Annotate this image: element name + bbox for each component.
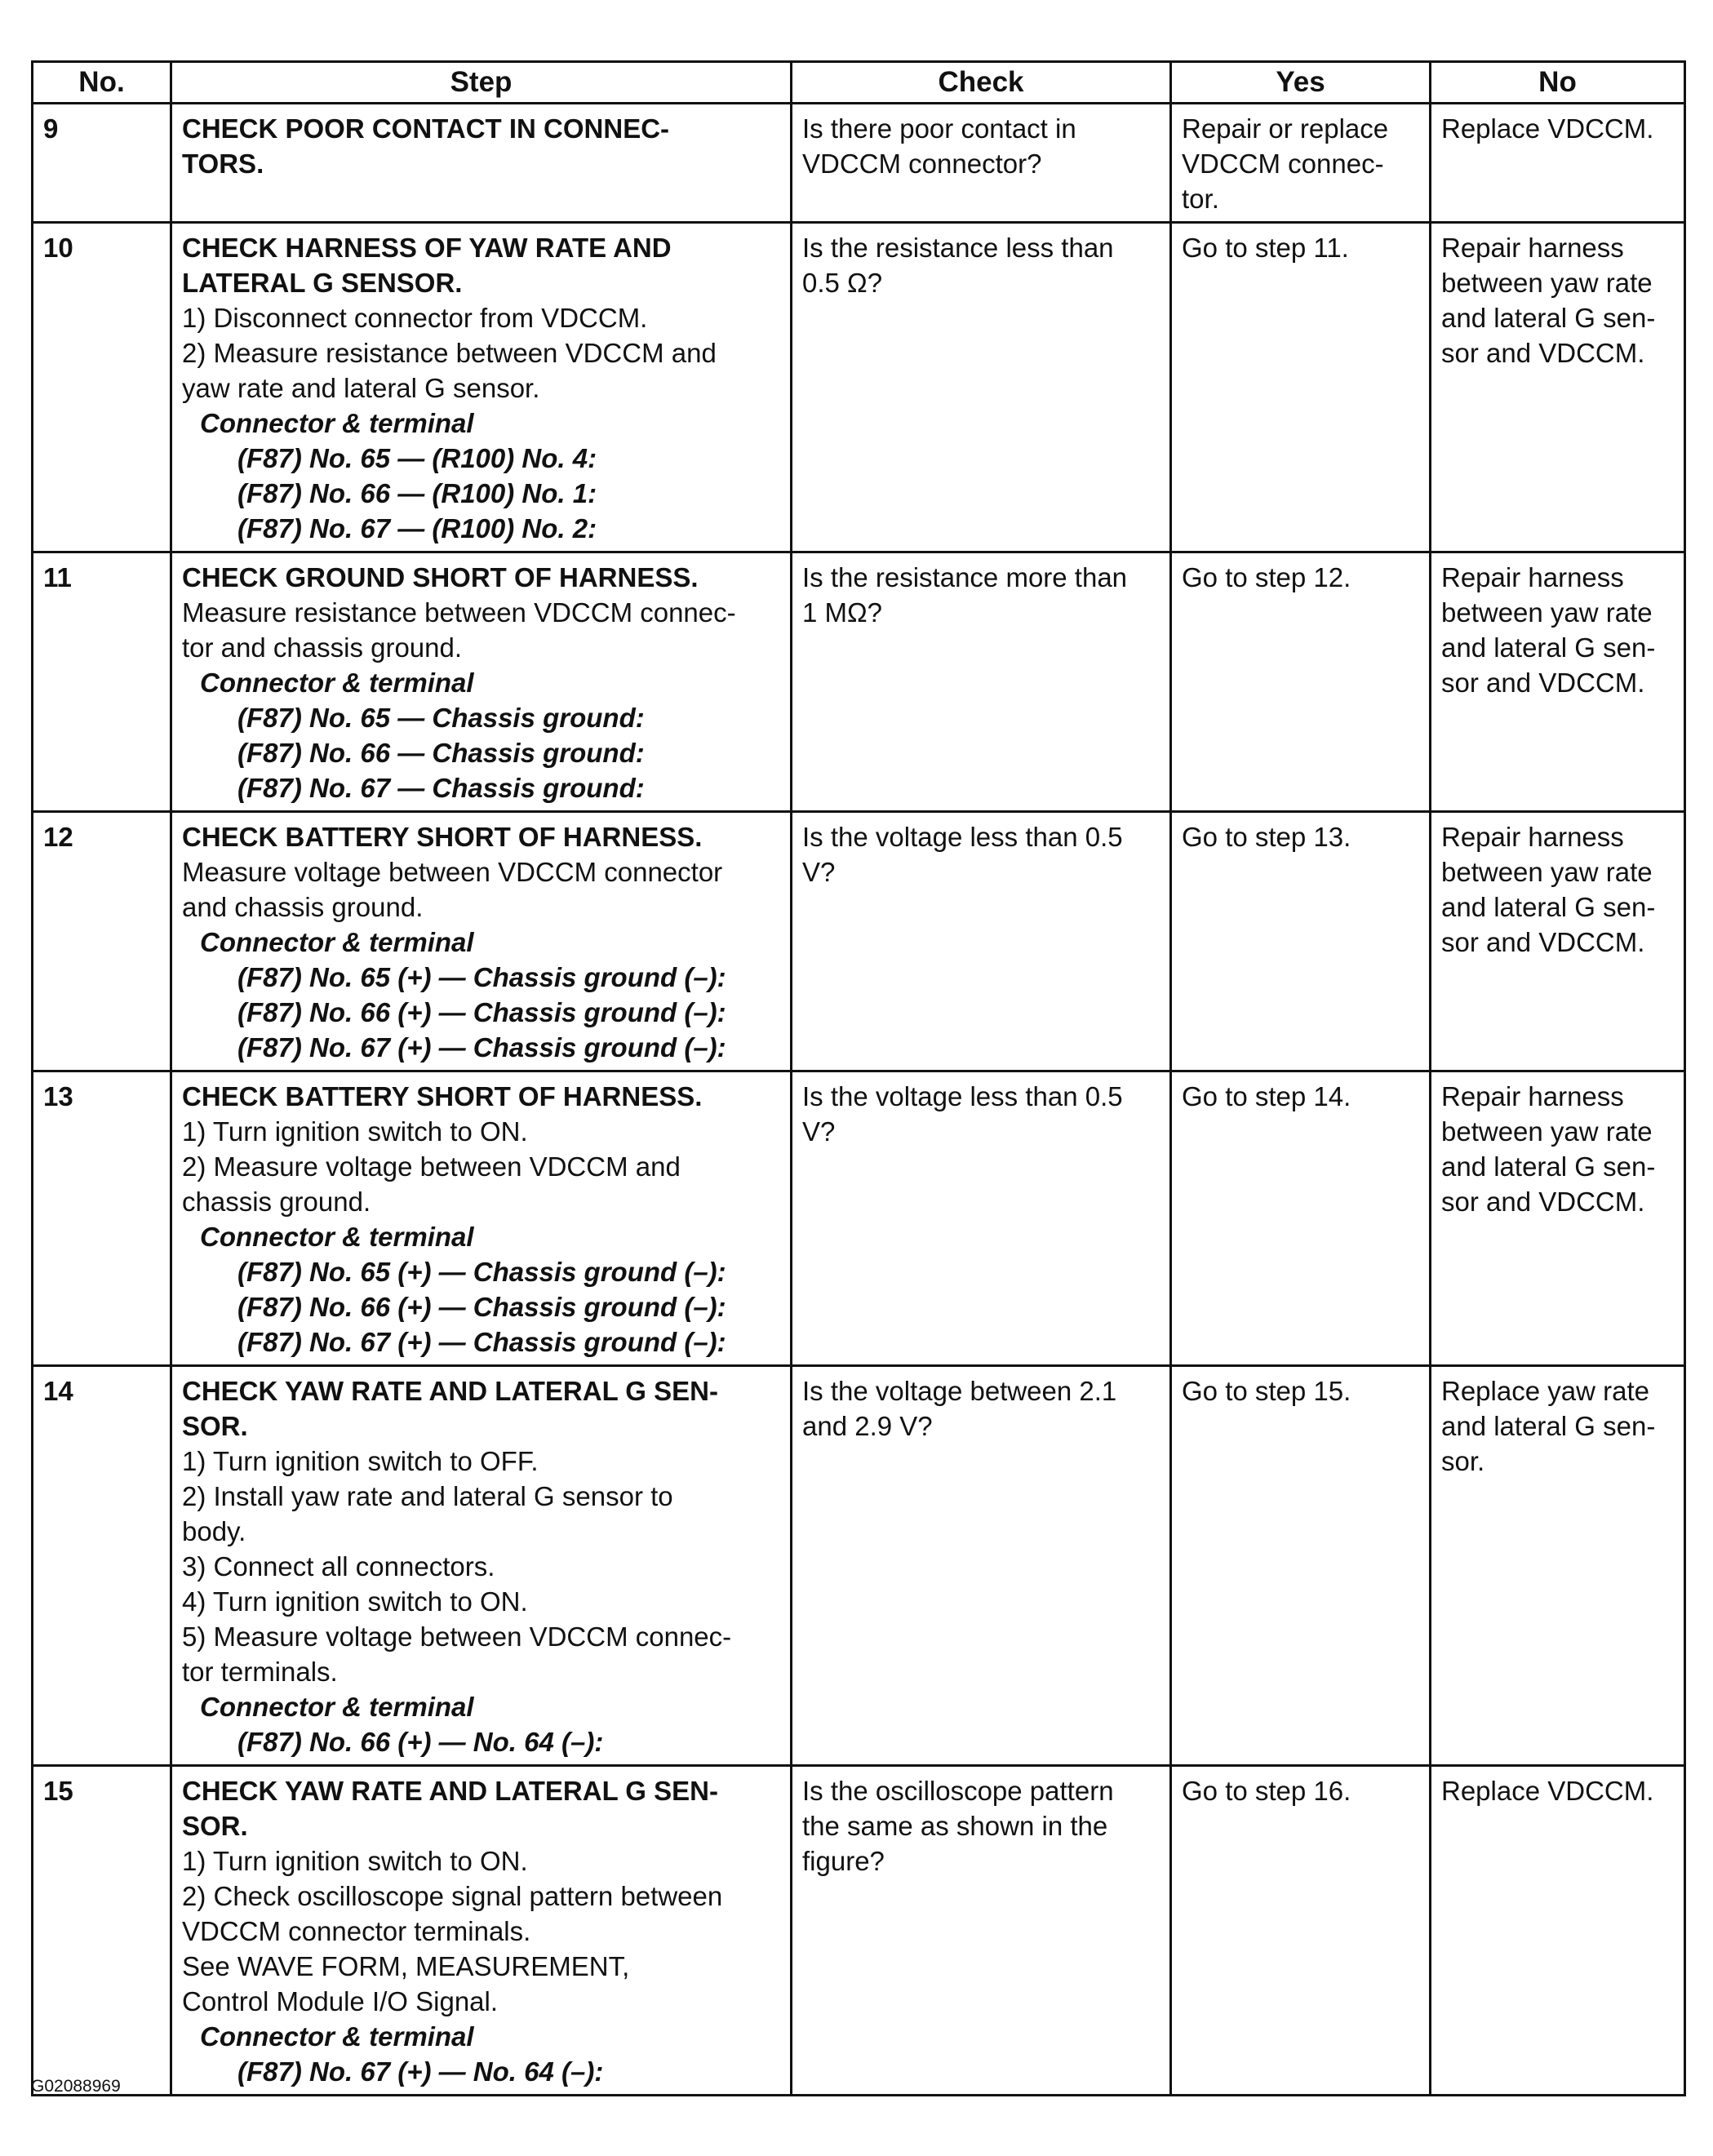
no-cell [1431,104,1685,223]
step-instruction: body. [182,1516,246,1546]
step-instruction: 1) Turn ignition switch to ON. [182,1846,528,1876]
no-action: Replace yaw rate and lateral G sen- sor. [1441,1376,1656,1476]
check-cell [792,223,1171,552]
diagnostic-table [31,60,1686,2096]
yes-action: Go to step 12. [1182,562,1351,592]
header-yes: Yes [1171,62,1431,104]
yes-cell [1171,552,1431,812]
step-number: 9 [33,104,171,223]
no-action: Repair harness between yaw rate and lateral G sen- sor and VDCCM. [1441,822,1656,957]
connector-terminal-label: Connector & terminal [200,1692,474,1722]
no-action: Repair harness between yaw rate and lateral G sen- sor and VDCCM. [1441,562,1656,698]
terminal-spec: (F87) No. 67 — (R100) No. 2: [237,513,597,543]
header-step: Step [171,62,792,104]
check-question: Is the voltage less than 0.5 V? [802,822,1123,887]
step-instruction: VDCCM connector terminals. [182,1916,531,1946]
no-action: Replace VDCCM. [1441,1776,1654,1806]
check-cell [792,1766,1171,2096]
step-cell [171,1366,792,1766]
no-cell [1431,1766,1685,2096]
check-cell [792,104,1171,223]
yes-action: Go to step 13. [1182,822,1351,852]
step-cell [171,1766,792,2096]
step-title: CHECK HARNESS OF YAW RATE AND LATERAL G SENSOR. [182,233,672,298]
check-question: Is the oscilloscope pattern the same as shown in the figure? [802,1776,1114,1876]
no-action: Replace VDCCM. [1441,113,1654,144]
step-instruction: 1) Turn ignition switch to OFF. [182,1446,539,1476]
terminal-spec: (F87) No. 66 — (R100) No. 1: [237,478,597,508]
table-row [33,812,1685,1071]
table-header-row [33,62,1685,104]
check-cell [792,1366,1171,1766]
step-cell [171,1071,792,1366]
yes-cell [1171,1071,1431,1366]
check-question: Is the resistance more than 1 MΩ? [802,562,1128,628]
step-cell [171,812,792,1071]
step-number: 15 [33,1766,171,2096]
figure-id: G02088969 [31,2077,121,2096]
step-instruction: 1) Disconnect connector from VDCCM. [182,303,648,333]
step-instruction: yaw rate and lateral G sensor. [182,373,540,403]
connector-terminal-label: Connector & terminal [200,2021,474,2052]
connector-terminal-label: Connector & terminal [200,668,474,698]
table-row [33,552,1685,812]
step-instruction: 2) Install yaw rate and lateral G sensor to [182,1481,673,1511]
check-cell [792,812,1171,1071]
no-cell [1431,1071,1685,1366]
no-cell [1431,812,1685,1071]
no-action: Repair harness between yaw rate and lateral G sen- sor and VDCCM. [1441,1081,1656,1217]
yes-action: Go to step 15. [1182,1376,1351,1406]
step-number: 14 [33,1366,171,1766]
terminal-spec: (F87) No. 67 (+) — Chassis ground (–): [237,1032,726,1062]
step-cell [171,104,792,223]
no-cell [1431,1366,1685,1766]
no-action: Repair harness between yaw rate and lateral G sen- sor and VDCCM. [1441,233,1656,368]
step-title: CHECK YAW RATE AND LATERAL G SEN- SOR. [182,1776,718,1841]
connector-terminal-label: Connector & terminal [200,1222,474,1252]
connector-terminal-label: Connector & terminal [200,927,474,957]
step-instruction: chassis ground. [182,1187,371,1217]
check-question: Is the voltage between 2.1 and 2.9 V? [802,1376,1117,1441]
table-row [33,104,1685,223]
step-instruction: and chassis ground. [182,892,424,922]
table-row [33,1766,1685,2096]
step-number: 13 [33,1071,171,1366]
yes-cell [1171,104,1431,223]
step-instruction: 1) Turn ignition switch to ON. [182,1116,528,1147]
step-instruction: Measure voltage between VDCCM connector [182,857,723,887]
step-number: 12 [33,812,171,1071]
terminal-spec: (F87) No. 66 (+) — Chassis ground (–): [237,997,726,1027]
terminal-spec: (F87) No. 66 (+) — No. 64 (–): [237,1727,604,1757]
yes-action: Repair or replace VDCCM connec- tor. [1182,113,1389,214]
terminal-spec: (F87) No. 67 — Chassis ground: [237,773,645,803]
step-instruction: tor terminals. [182,1657,338,1687]
step-instruction: 4) Turn ignition switch to ON. [182,1586,528,1617]
check-question: Is the resistance less than 0.5 Ω? [802,233,1114,298]
yes-action: Go to step 16. [1182,1776,1351,1806]
table-row [33,223,1685,552]
step-instruction: tor and chassis ground. [182,632,463,663]
step-instruction: 2) Check oscilloscope signal pattern between [182,1881,723,1911]
step-title: CHECK YAW RATE AND LATERAL G SEN- SOR. [182,1376,718,1441]
table-body [33,104,1685,2096]
yes-cell [1171,223,1431,552]
check-cell [792,552,1171,812]
header-no-result: No [1431,62,1685,104]
check-question: Is the voltage less than 0.5 V? [802,1081,1123,1147]
step-title: CHECK BATTERY SHORT OF HARNESS. [182,822,703,852]
yes-cell [1171,1366,1431,1766]
check-cell [792,1071,1171,1366]
header-no: No. [33,62,171,104]
terminal-spec: (F87) No. 65 — (R100) No. 4: [237,443,597,473]
table-row [33,1071,1685,1366]
terminal-spec: (F87) No. 67 (+) — Chassis ground (–): [237,1327,726,1357]
step-title: CHECK GROUND SHORT OF HARNESS. [182,562,699,592]
step-instruction: Control Module I/O Signal. [182,1986,499,2016]
no-cell [1431,223,1685,552]
step-cell [171,223,792,552]
header-check: Check [792,62,1171,104]
step-instruction: 2) Measure resistance between VDCCM and [182,338,717,368]
terminal-spec: (F87) No. 65 (+) — Chassis ground (–): [237,962,726,992]
terminal-spec: (F87) No. 67 (+) — No. 64 (–): [237,2056,604,2087]
step-instruction: 5) Measure voltage between VDCCM connec- [182,1621,732,1652]
yes-cell [1171,812,1431,1071]
terminal-spec: (F87) No. 66 — Chassis ground: [237,738,645,768]
step-instruction: 2) Measure voltage between VDCCM and [182,1151,681,1182]
terminal-spec: (F87) No. 66 (+) — Chassis ground (–): [237,1292,726,1322]
yes-action: Go to step 11. [1182,233,1349,263]
step-title: CHECK POOR CONTACT IN CONNEC- TORS. [182,113,670,179]
step-number: 11 [33,552,171,812]
check-question: Is there poor contact in VDCCM connector? [802,113,1076,179]
no-cell [1431,552,1685,812]
step-title: CHECK BATTERY SHORT OF HARNESS. [182,1081,703,1111]
terminal-spec: (F87) No. 65 — Chassis ground: [237,703,645,733]
step-cell [171,552,792,812]
step-number: 10 [33,223,171,552]
table-row [33,1366,1685,1766]
connector-terminal-label: Connector & terminal [200,408,474,438]
step-instruction: See WAVE FORM, MEASUREMENT, [182,1951,630,1981]
yes-action: Go to step 14. [1182,1081,1351,1111]
terminal-spec: (F87) No. 65 (+) — Chassis ground (–): [237,1257,726,1287]
step-instruction: 3) Connect all connectors. [182,1551,495,1582]
step-instruction: Measure resistance between VDCCM connec- [182,597,736,628]
yes-cell [1171,1766,1431,2096]
